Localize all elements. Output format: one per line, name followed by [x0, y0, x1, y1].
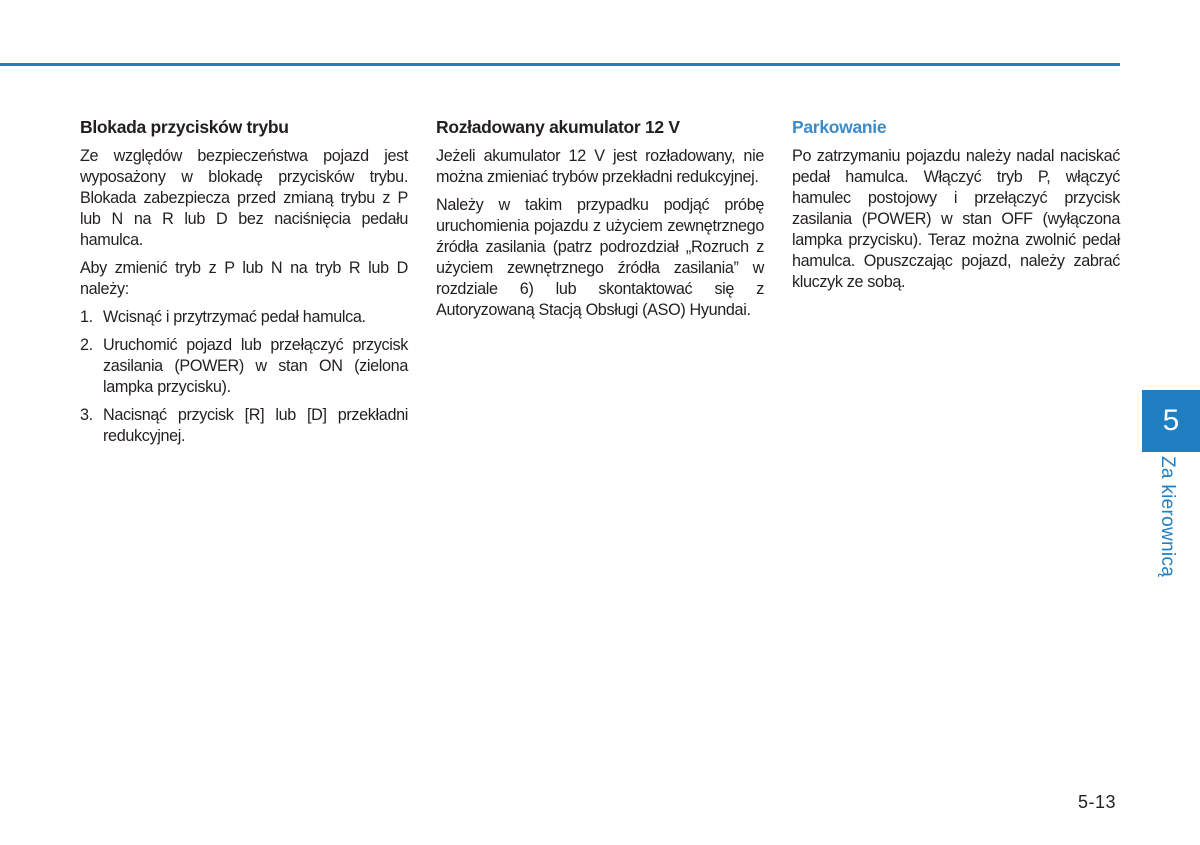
paragraph: Należy w takim przypadku podjąć próbę uruchomienia pojazdu z użyciem zewnętrznego źródła zasilania (patrz podrozdział „Rozruch z użyciem zewnętrznego źródła zasilania” w rozdziale 6) lub skontaktować się z Autoryzowaną Stacją Obsługi (ASO) Hyundai. [436, 196, 764, 319]
list-item [80, 335, 408, 398]
chapter-tab: 5 [1142, 390, 1200, 452]
list-item [80, 405, 408, 447]
paragraph: Po zatrzymaniu pojazdu należy nadal naciskać pedał hamulca. Włączyć tryb P, włączyć hamulec postojowy i przełączyć przycisk zasilania (POWER) w stan OFF (wyłączona lampka przycisku). Teraz można zwolnić pedał hamulca. Opuszczając pojazd, należy zabrać kluczyk ze sobą. [792, 147, 1120, 291]
page-number: 5-13 [1078, 792, 1117, 812]
list-item [80, 307, 408, 328]
chapter-title: Za kierownicą [1157, 456, 1178, 578]
step-text: Wcisnąć i przytrzymać pedał hamulca. [103, 308, 366, 326]
step-text: Uruchomić pojazd lub przełączyć przycisk zasilania (POWER) w stan ON (zielona lampka przycisku). [103, 336, 408, 396]
steps-list [80, 307, 408, 447]
step-text: Nacisnąć przycisk [R] lub [D] przekładni redukcyjnej. [103, 406, 408, 445]
section-heading: Rozładowany akumulator 12 V [436, 117, 680, 137]
section-parking [792, 116, 1120, 300]
section-heading: Parkowanie [792, 117, 887, 137]
section-mode-lock [80, 116, 408, 454]
paragraph: Jeżeli akumulator 12 V jest rozładowany, nie można zmieniać trybów przekładni redukcyjnej. [436, 147, 764, 186]
paragraph: Ze względów bezpieczeństwa pojazd jest wyposażony w blokadę przycisków trybu. Blokada zabezpiecza przed zmianą trybu z P lub N na R lub D bez naciśnięcia pedału hamulca. [80, 147, 408, 249]
paragraph: Aby zmienić tryb z P lub N na tryb R lub D należy: [80, 259, 408, 298]
section-heading: Blokada przycisków trybu [80, 117, 289, 137]
header-rule [0, 63, 1120, 66]
step-number: 1. [80, 308, 93, 326]
step-number: 2. [80, 336, 93, 354]
step-number: 3. [80, 406, 93, 424]
section-battery [436, 116, 764, 328]
